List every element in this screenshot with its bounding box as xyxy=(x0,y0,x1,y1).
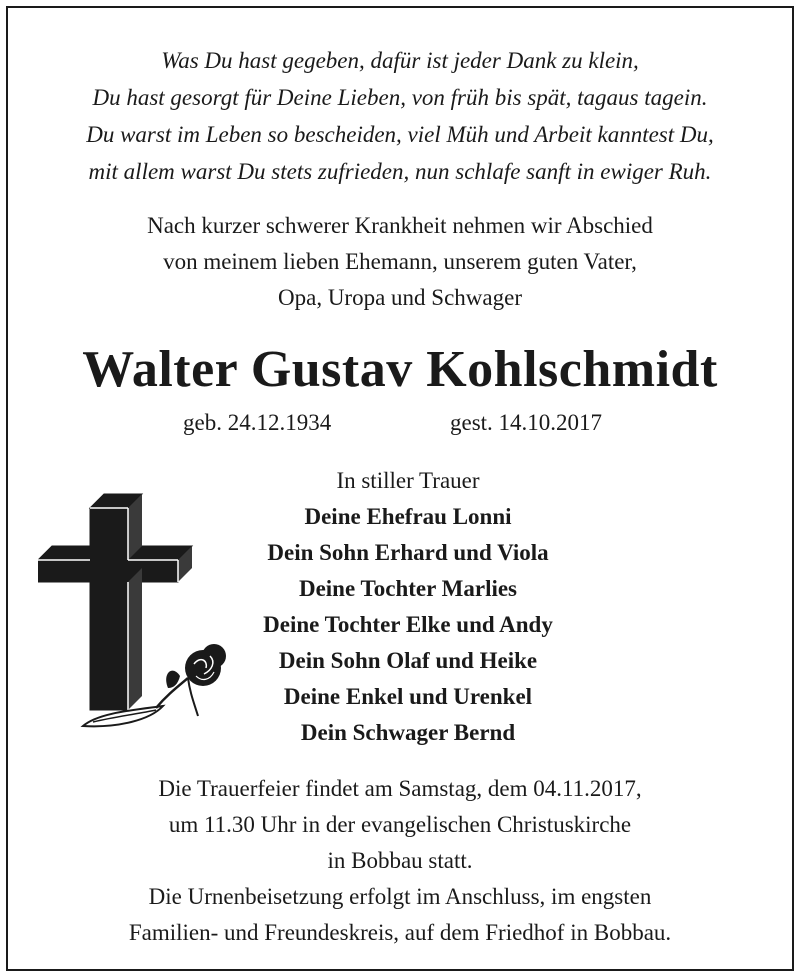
mourner-entry: Deine Ehefrau Lonni xyxy=(304,504,512,529)
birth-date: geb. 24.12.1934 xyxy=(183,410,332,435)
poem-line: Du hast gesorgt für Deine Lieben, von früh bis spät, tagaus tagein. xyxy=(92,85,708,110)
poem-line: Du warst im Leben so bescheiden, viel Müh und Arbeit kanntest Du, xyxy=(86,122,714,147)
mourner-entry: Deine Enkel und Urenkel xyxy=(283,684,533,709)
life-dates xyxy=(8,406,792,440)
service-info xyxy=(8,771,792,951)
service-line: Familien- und Freundeskreis, auf dem Friedhof in Bobbau. xyxy=(128,920,672,945)
poem-line: mit allem warst Du stets zufrieden, nun schlafe sanft in ewiger Ruh. xyxy=(88,159,712,184)
service-line: Die Trauerfeier findet am Samstag, dem 04.11.2017, xyxy=(158,776,642,801)
obituary-frame xyxy=(6,6,794,971)
intro-text xyxy=(8,208,792,316)
deceased-name: Walter Gustav Kohlschmidt xyxy=(82,341,718,398)
service-line: Die Urnenbeisetzung erfolgt im Anschluss, im engsten xyxy=(148,884,652,909)
mourners-lead: In stiller Trauer xyxy=(336,468,480,493)
service-line: in Bobbau statt. xyxy=(327,848,473,873)
death-date: gest. 14.10.2017 xyxy=(450,410,603,435)
service-line: um 11.30 Uhr in der evangelischen Christuskirche xyxy=(168,812,632,837)
mourners-list xyxy=(208,463,608,751)
mourner-entry: Deine Tochter Marlies xyxy=(298,576,518,601)
intro-line: Nach kurzer schwerer Krankheit nehmen wir Abschied xyxy=(147,213,653,238)
poem xyxy=(8,42,792,190)
mourner-entry: Dein Sohn Erhard und Viola xyxy=(267,540,549,565)
mourner-entry: Deine Tochter Elke und Andy xyxy=(263,612,553,637)
intro-line: Opa, Uropa und Schwager xyxy=(278,285,522,310)
intro-line: von meinem lieben Ehemann, unserem guten Vater, xyxy=(163,249,637,274)
mourner-entry: Dein Sohn Olaf und Heike xyxy=(278,648,538,673)
mourner-entry: Dein Schwager Bernd xyxy=(300,720,516,745)
poem-line: Was Du hast gegeben, dafür ist jeder Dank zu klein, xyxy=(161,48,639,73)
